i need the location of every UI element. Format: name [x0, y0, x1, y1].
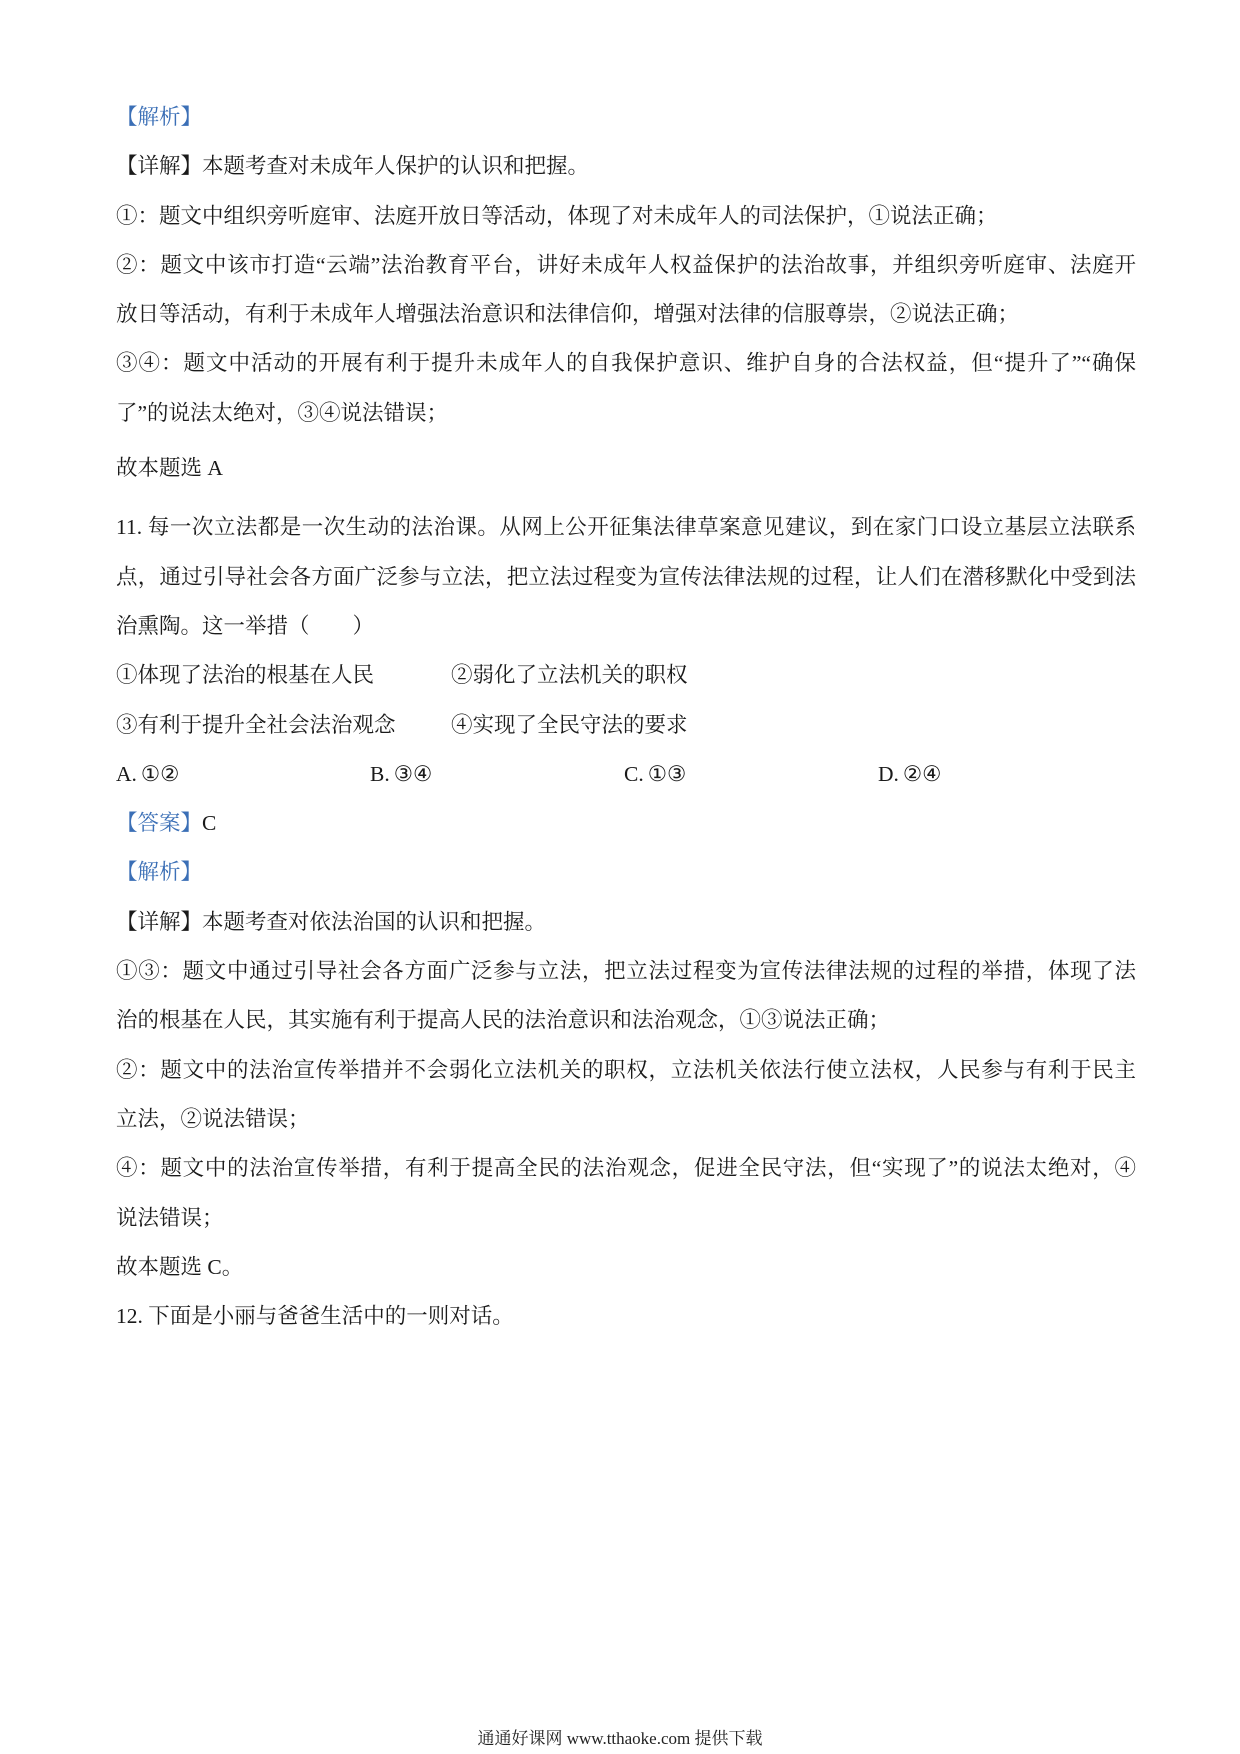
- q10-analysis-line-4: ③④：题文中活动的开展有利于提升未成年人的自我保护意识、维护自身的合法权益，但“提升了”“确保: [116, 351, 1136, 376]
- option-letter: B.: [370, 761, 390, 786]
- q11-analysis-line-2: 治的根基在人民，其实施有利于提高人民的法治意识和法治观念，①③说法正确；: [116, 1008, 891, 1033]
- q11-statement-2: ②弱化了立法机关的职权: [451, 663, 688, 688]
- q11-options-row: [116, 750, 1136, 799]
- q11-analysis-line-3: ②：题文中的法治宣传举措并不会弱化立法机关的职权，立法机关依法行使立法权，人民参与有利于民主: [116, 1057, 1136, 1082]
- q11-detail-tag: 【详解】: [116, 909, 203, 934]
- q10-analysis-line-2: ②：题文中该市打造“云端”法治教育平台，讲好未成年人权益保护的法治故事，并组织旁听庭审、法庭开: [116, 252, 1136, 277]
- q11-stem-line-1: 11. 每一次立法都是一次生动的法治课。从网上公开征集法律草案意见建议，到在家门口设立基层立法联系: [116, 515, 1136, 540]
- q11-statement-3: ③有利于提升全社会法治观念: [116, 712, 396, 737]
- option-letter: C.: [624, 761, 644, 786]
- q11-analysis-tag: 【解析】: [116, 860, 203, 885]
- q11-detail-line: [116, 898, 1136, 947]
- q11-answer-value: C: [202, 811, 217, 836]
- q11-statement-1: ①体现了法治的根基在人民: [116, 663, 375, 688]
- page-footer: 通通好课网 www.tthaoke.com 提供下载: [477, 1729, 763, 1748]
- q11-analysis-line-1: ①③：题文中通过引导社会各方面广泛参与立法，把立法过程变为宣传法律法规的过程的举措，体现了法: [116, 959, 1136, 984]
- option-text: ①②: [140, 761, 180, 786]
- q10-analysis-tag: 【解析】: [116, 105, 203, 129]
- option-text: ③④: [393, 761, 433, 786]
- option-text: ②④: [902, 761, 942, 786]
- q11-conclusion: 故本题选 C。: [116, 1254, 244, 1279]
- q10-conclusion: 故本题选 A: [116, 456, 223, 481]
- q11-option-a: [116, 750, 370, 799]
- q10-detail-line: [116, 142, 1136, 191]
- q10-detail-text: 本题考查对未成年人保护的认识和把握。: [202, 154, 590, 179]
- q11-stem-line-3: 治熏陶。这一举措（ ）: [116, 613, 375, 638]
- q10-analysis-line-3: 放日等活动，有利于未成年人增强法治意识和法律信仰，增强对法律的信服尊崇，②说法正确；: [116, 302, 1020, 327]
- q11-statement-row-1: [116, 651, 1136, 700]
- q11-answer-tag: 【答案】: [116, 811, 203, 836]
- q11-analysis-line-5: ④：题文中的法治宣传举措，有利于提高全民的法治观念，促进全民守法，但“实现了”的说法太绝对，④: [116, 1156, 1136, 1181]
- q11-option-d: [878, 750, 1132, 799]
- option-letter: A.: [116, 761, 137, 786]
- q11-analysis-line-6: 说法错误；: [116, 1205, 224, 1230]
- q11-option-b: [370, 750, 624, 799]
- q12-stem: 12. 下面是小丽与爸爸生活中的一则对话。: [116, 1304, 514, 1329]
- page-content: [116, 93, 1136, 1341]
- q10-analysis-line-5: 了”的说法太绝对，③④说法错误；: [116, 400, 449, 425]
- q11-statement-4: ④实现了全民守法的要求: [451, 712, 688, 737]
- q11-option-c: [624, 750, 878, 799]
- q11-analysis-line-4: 立法，②说法错误；: [116, 1106, 310, 1131]
- option-letter: D.: [878, 761, 899, 786]
- q10-analysis-line-1: ①：题文中组织旁听庭审、法庭开放日等活动，体现了对未成年人的司法保护，①说法正确；: [116, 203, 998, 228]
- q11-detail-text: 本题考查对依法治国的认识和把握。: [202, 909, 547, 934]
- q11-stem-line-2: 点，通过引导社会各方面广泛参与立法，把立法过程变为宣传法律法规的过程，让人们在潜移默化中受到法: [116, 564, 1136, 589]
- option-text: ①③: [647, 761, 687, 786]
- q10-detail-tag: 【详解】: [116, 154, 203, 179]
- q11-statement-row-2: [116, 701, 1136, 750]
- q11-answer-line: [116, 799, 1136, 848]
